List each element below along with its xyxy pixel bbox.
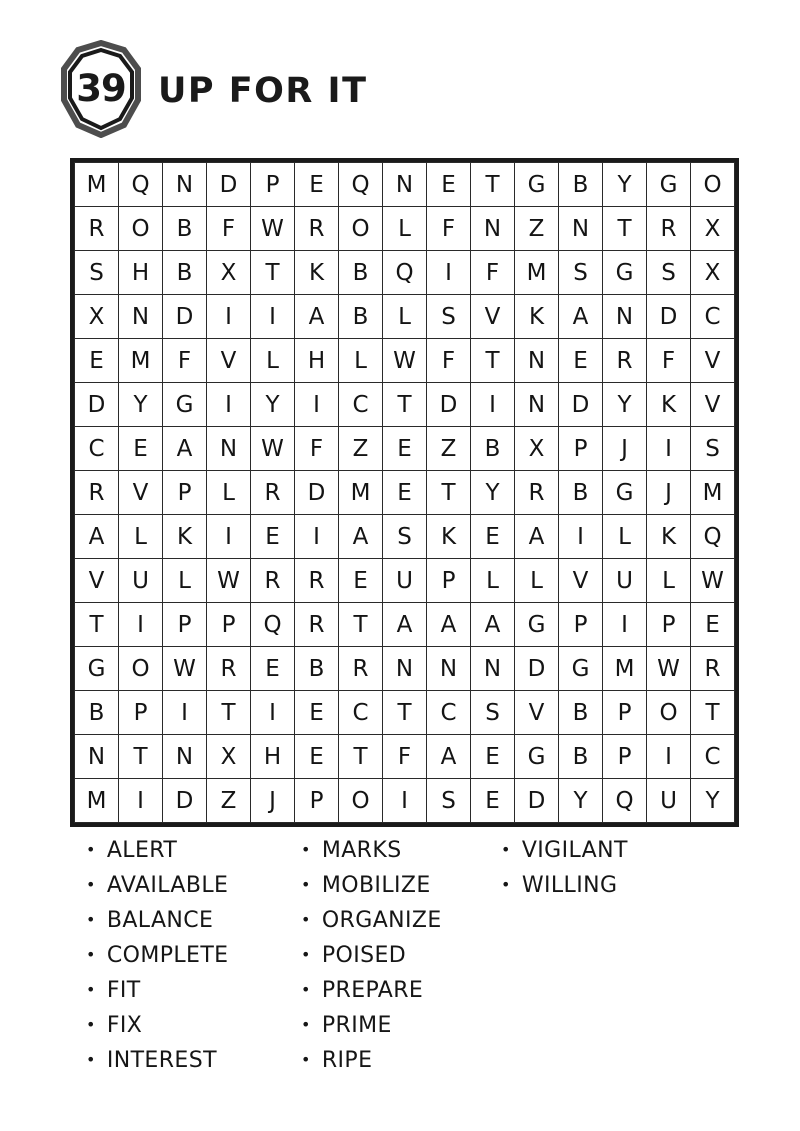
- bullet-icon: •: [301, 980, 311, 999]
- letter-cell[interactable]: O: [691, 163, 735, 207]
- letter-cell[interactable]: W: [691, 559, 735, 603]
- letter-cell[interactable]: S: [691, 427, 735, 471]
- letter-cell[interactable]: A: [515, 515, 559, 559]
- letter-cell[interactable]: U: [647, 779, 691, 823]
- bullet-icon: •: [301, 945, 311, 964]
- letter-grid-row: [75, 339, 735, 383]
- letter-cell[interactable]: P: [119, 691, 163, 735]
- letter-cell[interactable]: Q: [603, 779, 647, 823]
- word-list-item[interactable]: [86, 1048, 301, 1083]
- word-list: [86, 838, 746, 1083]
- letter-cell[interactable]: B: [339, 251, 383, 295]
- letter-cell[interactable]: P: [647, 603, 691, 647]
- letter-cell[interactable]: D: [515, 647, 559, 691]
- letter-cell[interactable]: M: [75, 779, 119, 823]
- letter-cell[interactable]: L: [119, 515, 163, 559]
- letter-cell[interactable]: B: [559, 471, 603, 515]
- letter-cell[interactable]: E: [471, 735, 515, 779]
- letter-cell[interactable]: N: [515, 339, 559, 383]
- letter-cell[interactable]: I: [295, 383, 339, 427]
- word-list-item[interactable]: [301, 838, 501, 873]
- letter-cell[interactable]: F: [471, 251, 515, 295]
- letter-cell[interactable]: R: [603, 339, 647, 383]
- letter-cell[interactable]: M: [339, 471, 383, 515]
- letter-cell[interactable]: R: [75, 471, 119, 515]
- letter-grid-row: [75, 647, 735, 691]
- letter-cell[interactable]: S: [427, 779, 471, 823]
- letter-cell[interactable]: S: [471, 691, 515, 735]
- letter-cell[interactable]: E: [471, 779, 515, 823]
- letter-cell[interactable]: F: [383, 735, 427, 779]
- letter-cell[interactable]: T: [339, 735, 383, 779]
- letter-cell[interactable]: I: [119, 779, 163, 823]
- letter-cell[interactable]: I: [603, 603, 647, 647]
- letter-cell[interactable]: R: [647, 207, 691, 251]
- letter-cell[interactable]: P: [603, 691, 647, 735]
- word-label: BALANCE: [106, 908, 214, 933]
- letter-cell[interactable]: T: [339, 603, 383, 647]
- letter-cell[interactable]: O: [119, 207, 163, 251]
- letter-cell[interactable]: N: [163, 735, 207, 779]
- letter-cell[interactable]: I: [295, 515, 339, 559]
- letter-cell[interactable]: E: [383, 427, 427, 471]
- letter-cell[interactable]: X: [75, 295, 119, 339]
- letter-cell[interactable]: O: [647, 691, 691, 735]
- letter-cell[interactable]: U: [603, 559, 647, 603]
- letter-grid-table: [74, 162, 735, 823]
- letter-cell[interactable]: N: [207, 427, 251, 471]
- letter-cell[interactable]: V: [207, 339, 251, 383]
- bullet-icon: •: [86, 875, 96, 894]
- letter-cell[interactable]: D: [427, 383, 471, 427]
- letter-cell[interactable]: P: [427, 559, 471, 603]
- letter-cell[interactable]: J: [647, 471, 691, 515]
- bullet-icon: •: [301, 875, 311, 894]
- letter-cell[interactable]: C: [427, 691, 471, 735]
- letter-cell[interactable]: Y: [119, 383, 163, 427]
- letter-cell[interactable]: X: [691, 207, 735, 251]
- letter-cell[interactable]: I: [251, 691, 295, 735]
- bullet-icon: •: [301, 840, 311, 859]
- letter-cell[interactable]: P: [603, 735, 647, 779]
- word-list-item[interactable]: [301, 1013, 501, 1048]
- letter-cell[interactable]: R: [207, 647, 251, 691]
- letter-cell[interactable]: G: [559, 647, 603, 691]
- letter-cell[interactable]: H: [295, 339, 339, 383]
- bullet-icon: •: [501, 875, 511, 894]
- letter-cell[interactable]: B: [559, 691, 603, 735]
- letter-cell[interactable]: K: [163, 515, 207, 559]
- letter-cell[interactable]: V: [119, 471, 163, 515]
- letter-cell[interactable]: K: [295, 251, 339, 295]
- letter-cell[interactable]: R: [295, 207, 339, 251]
- letter-cell[interactable]: N: [471, 647, 515, 691]
- letter-cell[interactable]: A: [75, 515, 119, 559]
- letter-grid-row: [75, 251, 735, 295]
- letter-cell[interactable]: V: [691, 383, 735, 427]
- letter-cell[interactable]: D: [295, 471, 339, 515]
- bullet-icon: •: [301, 1050, 311, 1069]
- letter-cell[interactable]: H: [119, 251, 163, 295]
- letter-cell[interactable]: D: [515, 779, 559, 823]
- letter-cell[interactable]: G: [163, 383, 207, 427]
- letter-cell[interactable]: X: [207, 735, 251, 779]
- letter-cell[interactable]: K: [427, 515, 471, 559]
- letter-cell[interactable]: B: [163, 251, 207, 295]
- letter-cell[interactable]: N: [383, 647, 427, 691]
- letter-cell[interactable]: L: [207, 471, 251, 515]
- letter-cell[interactable]: I: [207, 515, 251, 559]
- letter-cell[interactable]: I: [647, 427, 691, 471]
- word-list-item[interactable]: [501, 873, 701, 908]
- letter-cell[interactable]: G: [603, 251, 647, 295]
- letter-cell[interactable]: O: [119, 647, 163, 691]
- letter-cell[interactable]: I: [383, 779, 427, 823]
- letter-cell[interactable]: X: [691, 251, 735, 295]
- letter-cell[interactable]: K: [647, 515, 691, 559]
- letter-grid-row: [75, 295, 735, 339]
- letter-cell[interactable]: R: [295, 603, 339, 647]
- letter-cell[interactable]: E: [295, 163, 339, 207]
- letter-cell[interactable]: T: [251, 251, 295, 295]
- letter-cell[interactable]: S: [75, 251, 119, 295]
- letter-cell[interactable]: T: [119, 735, 163, 779]
- letter-cell[interactable]: A: [559, 295, 603, 339]
- puzzle-header: [60, 40, 367, 138]
- letter-cell[interactable]: K: [647, 383, 691, 427]
- letter-cell[interactable]: N: [383, 163, 427, 207]
- letter-cell[interactable]: Z: [427, 427, 471, 471]
- word-list-item[interactable]: [301, 873, 501, 908]
- letter-cell[interactable]: W: [207, 559, 251, 603]
- letter-grid-row: [75, 207, 735, 251]
- letter-cell[interactable]: Q: [251, 603, 295, 647]
- letter-cell[interactable]: I: [251, 295, 295, 339]
- letter-grid-row: [75, 779, 735, 823]
- letter-cell[interactable]: W: [383, 339, 427, 383]
- letter-cell[interactable]: E: [383, 471, 427, 515]
- letter-cell[interactable]: F: [647, 339, 691, 383]
- letter-cell[interactable]: D: [559, 383, 603, 427]
- puzzle-number-badge: [60, 40, 142, 138]
- letter-cell[interactable]: G: [603, 471, 647, 515]
- letter-cell[interactable]: P: [207, 603, 251, 647]
- letter-cell[interactable]: B: [295, 647, 339, 691]
- letter-cell[interactable]: M: [119, 339, 163, 383]
- letter-cell[interactable]: T: [691, 691, 735, 735]
- word-label: ALERT: [106, 838, 178, 863]
- letter-cell[interactable]: T: [383, 691, 427, 735]
- letter-cell[interactable]: V: [559, 559, 603, 603]
- letter-cell[interactable]: M: [603, 647, 647, 691]
- word-list-item[interactable]: [301, 1048, 501, 1083]
- word-list-column-2: [301, 838, 501, 1083]
- letter-cell[interactable]: D: [75, 383, 119, 427]
- bullet-icon: •: [86, 1050, 96, 1069]
- word-label: PRIME: [321, 1013, 392, 1038]
- letter-cell[interactable]: O: [339, 207, 383, 251]
- letter-cell[interactable]: Z: [515, 207, 559, 251]
- letter-cell[interactable]: L: [383, 295, 427, 339]
- letter-grid-row: [75, 559, 735, 603]
- letter-cell[interactable]: M: [691, 471, 735, 515]
- letter-cell[interactable]: A: [471, 603, 515, 647]
- letter-cell[interactable]: F: [427, 339, 471, 383]
- letter-cell[interactable]: S: [647, 251, 691, 295]
- letter-cell[interactable]: N: [603, 295, 647, 339]
- word-label: MOBILIZE: [321, 873, 431, 898]
- letter-cell[interactable]: F: [207, 207, 251, 251]
- letter-cell[interactable]: I: [119, 603, 163, 647]
- letter-cell[interactable]: A: [163, 427, 207, 471]
- letter-cell[interactable]: S: [383, 515, 427, 559]
- letter-cell[interactable]: Z: [339, 427, 383, 471]
- letter-cell[interactable]: B: [471, 427, 515, 471]
- word-label: POISED: [321, 943, 407, 968]
- letter-cell[interactable]: S: [559, 251, 603, 295]
- word-search-grid[interactable]: [70, 158, 739, 827]
- letter-cell[interactable]: E: [691, 603, 735, 647]
- letter-cell[interactable]: Y: [251, 383, 295, 427]
- word-label: RIPE: [321, 1048, 373, 1073]
- word-label: MARKS: [321, 838, 402, 863]
- letter-grid-row: [75, 691, 735, 735]
- letter-grid-row: [75, 735, 735, 779]
- letter-cell[interactable]: Q: [119, 163, 163, 207]
- word-list-item[interactable]: [86, 838, 301, 873]
- letter-cell[interactable]: D: [163, 295, 207, 339]
- word-list-column-1: [86, 838, 301, 1083]
- letter-grid-row: [75, 427, 735, 471]
- letter-cell[interactable]: T: [427, 471, 471, 515]
- word-label: COMPLETE: [106, 943, 229, 968]
- letter-cell[interactable]: Y: [559, 779, 603, 823]
- letter-cell[interactable]: C: [691, 295, 735, 339]
- letter-cell[interactable]: X: [515, 427, 559, 471]
- letter-cell[interactable]: V: [515, 691, 559, 735]
- letter-cell[interactable]: Y: [691, 779, 735, 823]
- letter-cell[interactable]: L: [163, 559, 207, 603]
- letter-cell[interactable]: N: [559, 207, 603, 251]
- letter-cell[interactable]: L: [603, 515, 647, 559]
- letter-cell[interactable]: I: [471, 383, 515, 427]
- word-list-item[interactable]: [86, 873, 301, 908]
- letter-cell[interactable]: F: [295, 427, 339, 471]
- word-label: PREPARE: [321, 978, 424, 1003]
- word-label: WILLING: [521, 873, 618, 898]
- letter-cell[interactable]: L: [515, 559, 559, 603]
- letter-cell[interactable]: B: [75, 691, 119, 735]
- letter-grid-row: [75, 603, 735, 647]
- letter-cell[interactable]: B: [339, 295, 383, 339]
- letter-cell[interactable]: T: [75, 603, 119, 647]
- letter-grid-row: [75, 163, 735, 207]
- letter-cell[interactable]: Y: [471, 471, 515, 515]
- letter-cell[interactable]: G: [647, 163, 691, 207]
- letter-grid-row: [75, 383, 735, 427]
- letter-cell[interactable]: I: [427, 251, 471, 295]
- word-list-item[interactable]: [301, 978, 501, 1013]
- letter-cell[interactable]: M: [515, 251, 559, 295]
- letter-cell[interactable]: F: [427, 207, 471, 251]
- letter-cell[interactable]: I: [163, 691, 207, 735]
- letter-cell[interactable]: P: [163, 471, 207, 515]
- letter-cell[interactable]: R: [75, 207, 119, 251]
- letter-cell[interactable]: E: [427, 163, 471, 207]
- letter-cell[interactable]: F: [163, 339, 207, 383]
- letter-cell[interactable]: N: [75, 735, 119, 779]
- letter-cell[interactable]: J: [603, 427, 647, 471]
- letter-cell[interactable]: E: [295, 691, 339, 735]
- bullet-icon: •: [301, 910, 311, 929]
- word-list-item[interactable]: [501, 838, 701, 873]
- bullet-icon: •: [86, 840, 96, 859]
- letter-cell[interactable]: L: [647, 559, 691, 603]
- letter-cell[interactable]: L: [339, 339, 383, 383]
- letter-cell[interactable]: E: [251, 515, 295, 559]
- letter-cell[interactable]: I: [207, 383, 251, 427]
- letter-cell[interactable]: R: [339, 647, 383, 691]
- letter-cell[interactable]: W: [647, 647, 691, 691]
- word-label: AVAILABLE: [106, 873, 229, 898]
- bullet-icon: •: [86, 910, 96, 929]
- letter-cell[interactable]: Q: [339, 163, 383, 207]
- letter-cell[interactable]: E: [339, 559, 383, 603]
- word-list-column-3: [501, 838, 701, 1083]
- letter-cell[interactable]: G: [515, 603, 559, 647]
- letter-cell[interactable]: L: [471, 559, 515, 603]
- letter-cell[interactable]: Y: [603, 163, 647, 207]
- letter-cell[interactable]: C: [691, 735, 735, 779]
- letter-cell[interactable]: U: [119, 559, 163, 603]
- word-list-item[interactable]: [86, 943, 301, 978]
- letter-cell[interactable]: D: [207, 163, 251, 207]
- letter-cell[interactable]: I: [647, 735, 691, 779]
- letter-cell[interactable]: I: [207, 295, 251, 339]
- letter-cell[interactable]: G: [75, 647, 119, 691]
- word-label: VIGILANT: [521, 838, 628, 863]
- letter-cell[interactable]: A: [427, 603, 471, 647]
- letter-cell[interactable]: L: [383, 207, 427, 251]
- word-list-item[interactable]: [86, 908, 301, 943]
- letter-cell[interactable]: V: [691, 339, 735, 383]
- letter-cell[interactable]: E: [471, 515, 515, 559]
- letter-cell[interactable]: W: [251, 427, 295, 471]
- letter-cell[interactable]: B: [559, 735, 603, 779]
- letter-cell[interactable]: E: [295, 735, 339, 779]
- bullet-icon: •: [86, 945, 96, 964]
- letter-grid-row: [75, 515, 735, 559]
- letter-cell[interactable]: E: [119, 427, 163, 471]
- letter-cell[interactable]: E: [559, 339, 603, 383]
- letter-cell[interactable]: X: [207, 251, 251, 295]
- letter-cell[interactable]: E: [251, 647, 295, 691]
- letter-cell[interactable]: P: [163, 603, 207, 647]
- puzzle-number: 39: [76, 66, 126, 110]
- letter-cell[interactable]: T: [471, 163, 515, 207]
- word-list-item[interactable]: [301, 943, 501, 978]
- letter-cell[interactable]: Q: [691, 515, 735, 559]
- letter-cell[interactable]: D: [163, 779, 207, 823]
- letter-cell[interactable]: K: [515, 295, 559, 339]
- letter-cell[interactable]: O: [339, 779, 383, 823]
- letter-cell[interactable]: Q: [383, 251, 427, 295]
- letter-cell[interactable]: B: [559, 163, 603, 207]
- letter-cell[interactable]: R: [251, 471, 295, 515]
- letter-cell[interactable]: T: [603, 207, 647, 251]
- letter-cell[interactable]: V: [471, 295, 515, 339]
- letter-grid-row: [75, 471, 735, 515]
- letter-cell[interactable]: U: [383, 559, 427, 603]
- letter-cell[interactable]: Z: [207, 779, 251, 823]
- letter-cell[interactable]: P: [559, 603, 603, 647]
- letter-cell[interactable]: P: [295, 779, 339, 823]
- letter-cell[interactable]: N: [427, 647, 471, 691]
- letter-cell[interactable]: P: [251, 163, 295, 207]
- page-title: UP FOR IT: [158, 71, 368, 111]
- letter-cell[interactable]: R: [691, 647, 735, 691]
- letter-cell[interactable]: N: [515, 383, 559, 427]
- letter-cell[interactable]: D: [647, 295, 691, 339]
- word-label: FIT: [106, 978, 141, 1003]
- letter-cell[interactable]: T: [471, 339, 515, 383]
- letter-cell[interactable]: N: [163, 163, 207, 207]
- bullet-icon: •: [301, 1015, 311, 1034]
- letter-cell[interactable]: B: [163, 207, 207, 251]
- word-label: INTEREST: [106, 1048, 217, 1073]
- letter-cell[interactable]: R: [515, 471, 559, 515]
- letter-cell[interactable]: W: [163, 647, 207, 691]
- letter-cell[interactable]: A: [339, 515, 383, 559]
- letter-cell[interactable]: M: [75, 163, 119, 207]
- letter-cell[interactable]: C: [339, 383, 383, 427]
- letter-grid-body: [75, 163, 735, 823]
- word-label: FIX: [106, 1013, 143, 1038]
- word-list-item[interactable]: [86, 978, 301, 1013]
- letter-cell[interactable]: H: [251, 735, 295, 779]
- letter-cell[interactable]: Y: [603, 383, 647, 427]
- letter-cell[interactable]: T: [207, 691, 251, 735]
- bullet-icon: •: [86, 980, 96, 999]
- word-list-item[interactable]: [86, 1013, 301, 1048]
- letter-cell[interactable]: W: [251, 207, 295, 251]
- letter-cell[interactable]: I: [559, 515, 603, 559]
- letter-cell[interactable]: S: [427, 295, 471, 339]
- word-label: ORGANIZE: [321, 908, 442, 933]
- letter-cell[interactable]: C: [75, 427, 119, 471]
- bullet-icon: •: [86, 1015, 96, 1034]
- letter-cell[interactable]: A: [383, 603, 427, 647]
- letter-cell[interactable]: A: [295, 295, 339, 339]
- letter-cell[interactable]: T: [383, 383, 427, 427]
- letter-cell[interactable]: A: [427, 735, 471, 779]
- letter-cell[interactable]: N: [471, 207, 515, 251]
- letter-cell[interactable]: N: [119, 295, 163, 339]
- letter-cell[interactable]: C: [339, 691, 383, 735]
- letter-cell[interactable]: R: [295, 559, 339, 603]
- word-list-item[interactable]: [301, 908, 501, 943]
- letter-cell[interactable]: L: [251, 339, 295, 383]
- letter-cell[interactable]: R: [251, 559, 295, 603]
- letter-cell[interactable]: J: [251, 779, 295, 823]
- letter-cell[interactable]: P: [559, 427, 603, 471]
- letter-cell[interactable]: G: [515, 163, 559, 207]
- letter-cell[interactable]: E: [75, 339, 119, 383]
- letter-cell[interactable]: V: [75, 559, 119, 603]
- bullet-icon: •: [501, 840, 511, 859]
- letter-cell[interactable]: G: [515, 735, 559, 779]
